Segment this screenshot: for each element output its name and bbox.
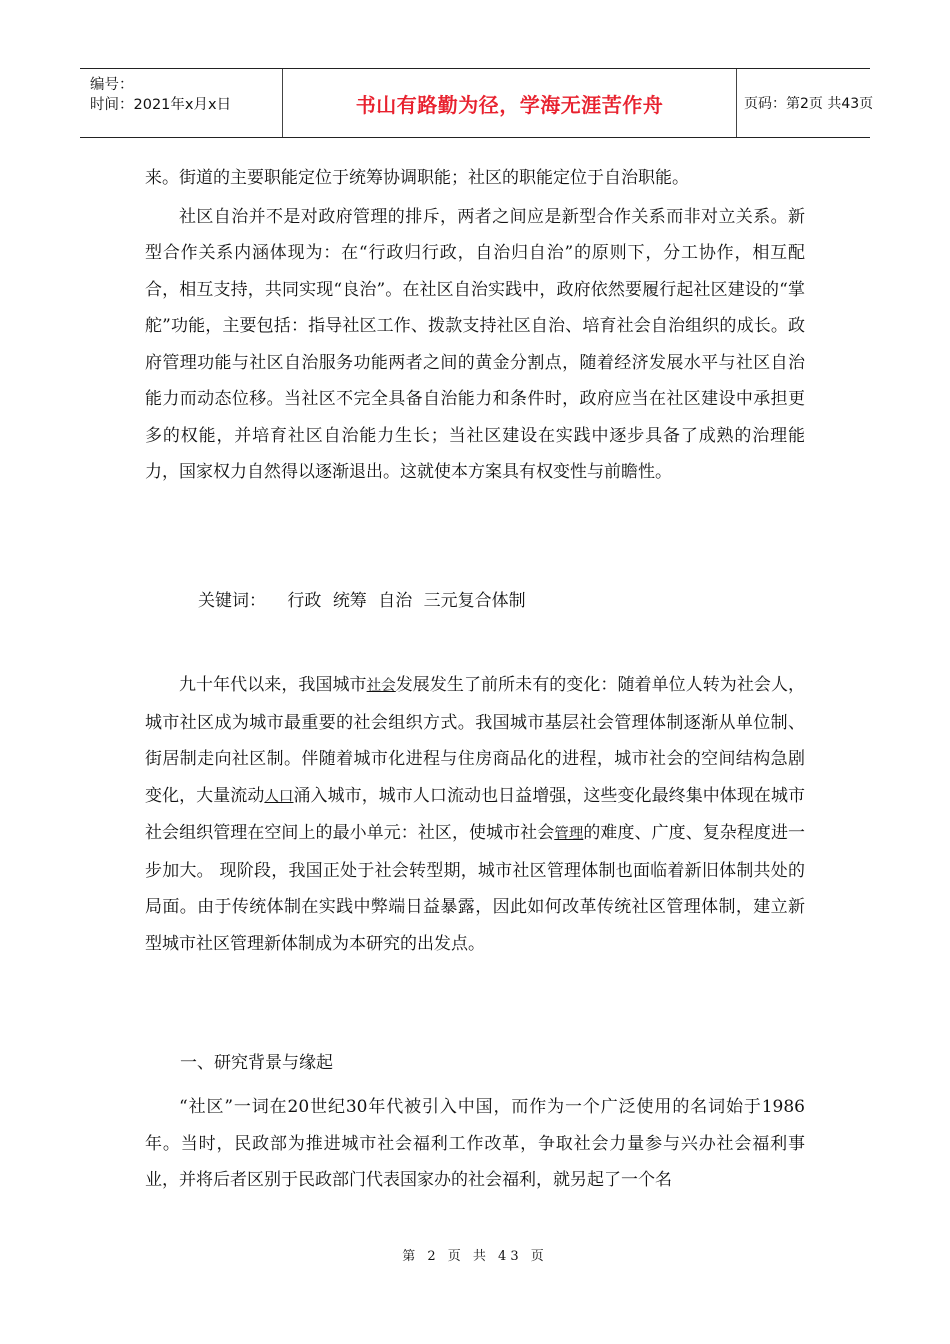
keywords-line (198, 586, 532, 616)
keyword: 行政 (287, 591, 322, 611)
keyword: 统筹 (332, 591, 367, 611)
paragraph-autonomy: 社区自治并不是对政府管理的排斥，两者之间应是新型合作关系而非对立关系。新型合作关系内涵体现为：在“行政归行政，自治归自治”的原则下，分工协作，相互配合，相互支持，共同实现“良治”。在社区自治实践中，政府依然要履行起社区建设的“掌舵”功能，主要包括：指导社区工作、拨款支持社区自治、培育社会自治组织的成长。政府管理功能与社区自治服务功能两者之间的黄金分割点，随着经济发展水平与社区自治能力而动态位移。当社区不完全具备自治能力和条件时，政府应当在社区建设中承担更多的权能，并培育社区自治能力生长；当社区建设在实践中逐步具备了成熟的治理能力，国家权力自然得以逐渐退出。这就使本方案具有权变性与前瞻性。 (145, 206, 805, 482)
body-block-1 (145, 160, 805, 491)
header-meta-cell (80, 69, 282, 137)
document-date-label: 时间：2021年x月x日 (90, 97, 232, 113)
page-footer: 第 2 页 共 43 页 (402, 1249, 548, 1264)
keyword: 三元复合体制 (423, 591, 526, 611)
header-motto: 书山有路勤为径，学海无涯苦作舟 (355, 92, 664, 117)
keyword: 自治 (378, 591, 413, 611)
keywords-label: 关键词： (198, 591, 266, 611)
paragraph-text: 的难度、广度、复杂程度进一步加大。 现阶段，我国正处于社会转型期，城市社区管理体制也面临着新旧体制共处的局面。由于传统体制在实践中弊端日益暴露，因此如何改革传统社区管理体制，建立新型城市社区管理新体制成为本研究的出发点。 (145, 823, 806, 954)
paragraph-text: 涌入城市，城市人口流动也日益增强，这些变化最终集中体现在城市社会组织管理在空间上的最小单元：社区，使城市社会 (145, 785, 806, 843)
section-heading: 一、研究背景与缘起 (180, 1053, 333, 1073)
body-block-3 (145, 1089, 805, 1199)
link-renkou[interactable]: 人口 (264, 788, 294, 805)
paragraph-background: “社区”一词在20世纪30年代被引入中国，而作为一个广泛使用的名词始于1986年。当时，民政部为推进城市社会福利工作改革，争取社会力量参与兴办社会福利事业，并将后者区别于民政部门代表国家办的社会福利，就另起了一个名 (145, 1097, 805, 1190)
header-page-info: 页码：第2页 共43页 (744, 96, 874, 112)
header-page-cell (735, 69, 879, 137)
header-motto-cell (282, 69, 737, 137)
paragraph-nineties (145, 667, 805, 962)
paragraph-text: 九十年代以来，我国城市 (179, 675, 367, 695)
document-number-label: 编号： (90, 77, 134, 93)
paragraph-continuation: 来。街道的主要职能定位于统筹协调职能；社区的职能定位于自治职能。 (145, 168, 689, 188)
body-block-2 (145, 667, 805, 962)
page-header (80, 68, 874, 138)
paragraph-text: 发展发生了前所未有的变化：随着单位人转为社会人，城市社区成为城市最重要的社会组织方式。我国城市基层社会管理体制逐渐从单位制、街居制走向社区制。伴随着城市化进程与住房商品化的进程，城市社会的空间结构急剧变化，大量流动 (145, 675, 806, 806)
link-shehui[interactable]: 社会 (366, 678, 396, 694)
link-guanli[interactable]: 管理 (554, 826, 584, 842)
